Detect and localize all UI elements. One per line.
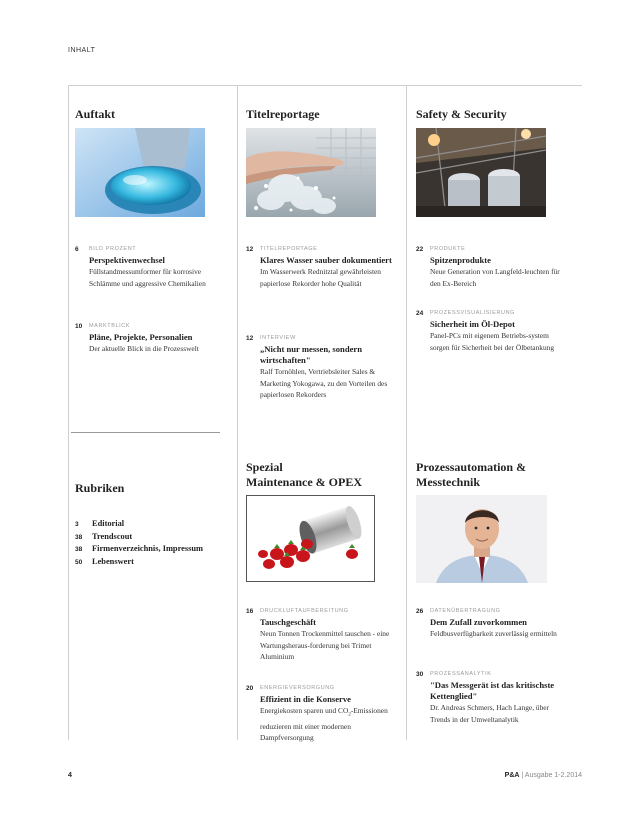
toc-entry[interactable] <box>416 670 564 725</box>
section-title-line: Spezial <box>246 460 283 474</box>
page-number: 12 <box>246 335 254 342</box>
rubriken-list <box>75 518 245 568</box>
section-title-auftakt: Auftakt <box>75 107 116 121</box>
list-item[interactable] <box>75 531 245 544</box>
entry-headline: Effizient in die Konserve <box>260 694 351 704</box>
toc-entry[interactable] <box>246 245 394 289</box>
auftakt-image <box>75 128 205 217</box>
entry-description-subscript: 2 <box>348 712 351 718</box>
page-number: 38 <box>75 546 83 553</box>
brand-name: P&A <box>504 772 520 779</box>
list-item-label: Trendscout <box>92 531 133 541</box>
left-margin-line <box>68 85 69 740</box>
entry-headline: "Das Messgerät ist das kritischste Kettenglied" <box>430 680 555 701</box>
page-number: 30 <box>416 671 424 678</box>
entry-category: TITELREPORTAGE <box>260 246 318 252</box>
entry-description: Füllstandmessumformer für korrosive Schlämme und aggressive Chemikalien <box>89 267 206 288</box>
entry-description: Neun Tonnen Trockenmittel tauschen - eine Wartungsheraus-forderung bei Trimet Aluminium <box>260 629 390 661</box>
entry-description: Panel-PCs mit eigenem Betriebs-system sorgen für Sicherheit bei der Ölbetankung <box>430 331 555 352</box>
entry-description: Im Wasserwerk Rednitztal gewährleisten papierlose Rekorder hohe Qualität <box>260 267 381 288</box>
section-label: INHALT <box>68 47 96 54</box>
entry-category: PROZESSVISUALISIERUNG <box>430 310 516 316</box>
column-rule <box>71 432 220 433</box>
section-title-rubriken: Rubriken <box>75 481 125 495</box>
issue-info: P&A | Ausgabe 1-2.2014 <box>504 772 582 779</box>
entry-headline: Tauschgeschäft <box>260 617 317 627</box>
spezial-image <box>246 495 375 582</box>
column-divider-2 <box>406 85 407 740</box>
page-number: 10 <box>75 323 83 330</box>
toc-entry[interactable] <box>75 245 223 289</box>
entry-category: DATENÜBERTRAGUNG <box>430 608 501 614</box>
page-number: 3 <box>75 521 79 528</box>
list-item-label: Lebenswert <box>92 556 134 566</box>
toc-entry[interactable] <box>246 607 394 663</box>
entry-description: Ralf Tornöhlen, Vertriebsleiter Sales & Marketing Yokogawa, zu den Vorteilen des papierlosen Rekorders <box>260 367 388 399</box>
column-divider-1 <box>237 85 238 740</box>
entry-headline: Spitzenprodukte <box>430 255 491 265</box>
entry-headline: Dem Zufall zuvorkommen <box>430 617 527 627</box>
entry-headline: Klares Wasser sauber dokumentiert <box>260 255 392 265</box>
entry-description: Der aktuelle Blick in die Prozesswelt <box>89 344 199 353</box>
entry-description: Neue Generation von Langfeld-leuchten für den Ex-Bereich <box>430 267 560 288</box>
section-title-line: Messtechnik <box>416 475 480 489</box>
toc-entry[interactable] <box>416 309 564 353</box>
toc-entry[interactable] <box>246 684 394 744</box>
safety-image <box>416 128 546 217</box>
page-number: 50 <box>75 558 83 566</box>
entry-category: PRODUKTE <box>430 246 466 252</box>
entry-headline: Pläne, Projekte, Personalien <box>89 332 193 342</box>
entry-description-part: Energiekosten sparen und CO <box>260 706 349 715</box>
section-title-line: Maintenance & OPEX <box>246 475 362 489</box>
entry-category: PROZESSANALYTIK <box>430 671 492 677</box>
list-item[interactable] <box>75 518 245 531</box>
toc-entry[interactable] <box>416 245 564 289</box>
page-number: 16 <box>246 608 254 615</box>
entry-category: MARKTBLICK <box>89 323 131 329</box>
section-title-safety: Safety & Security <box>416 107 507 121</box>
entry-category: INTERVIEW <box>260 335 296 341</box>
entry-description: Feldbusverfügbarkeit zuverlässig ermitteln <box>430 629 557 638</box>
toc-entry[interactable] <box>246 334 394 401</box>
section-title-prozessautomation <box>416 460 526 490</box>
page-number: 20 <box>246 685 254 692</box>
list-item[interactable] <box>75 543 245 556</box>
page-number: 12 <box>246 246 254 253</box>
entry-description <box>260 705 394 744</box>
entry-description-part: -Emissionen reduzieren mit einer modernen Dampfversorgung <box>260 706 388 743</box>
list-item[interactable] <box>75 556 245 569</box>
titelreportage-image <box>246 128 376 217</box>
section-title-titelreportage: Titelreportage <box>246 107 320 121</box>
page-number: 24 <box>416 310 424 317</box>
page-number-footer: 4 <box>68 772 72 779</box>
page-number: 26 <box>416 608 424 615</box>
prozess-image <box>416 495 547 583</box>
toc-entry[interactable] <box>416 607 564 640</box>
entry-description: Dr. Andreas Schmers, Hach Lange, über Trends in der Umweltanalytik <box>430 703 550 724</box>
entry-headline: Sicherheit im Öl-Depot <box>430 319 515 329</box>
page-number: 6 <box>75 246 79 253</box>
page-number: 38 <box>75 533 83 541</box>
entry-category: ENERGIEVERSORGUNG <box>260 685 335 691</box>
list-item-label: Firmenverzeichnis, Impressum <box>92 544 204 553</box>
issue-label: Ausgabe 1-2.2014 <box>524 772 582 779</box>
entry-category: BILD PROZENT <box>89 246 137 252</box>
entry-category: DRUCKLUFTAUFBEREITUNG <box>260 608 349 614</box>
section-title-spezial <box>246 460 362 490</box>
toc-entry[interactable] <box>75 322 223 355</box>
list-item-label: Editorial <box>92 519 125 528</box>
section-title-line: Prozessautomation & <box>416 460 527 474</box>
entry-headline: „Nicht nur messen, sondern wirtschaften" <box>260 344 363 365</box>
entry-headline: Perspektivenwechsel <box>89 255 165 265</box>
page-number: 22 <box>416 246 424 253</box>
top-rule <box>68 85 582 86</box>
